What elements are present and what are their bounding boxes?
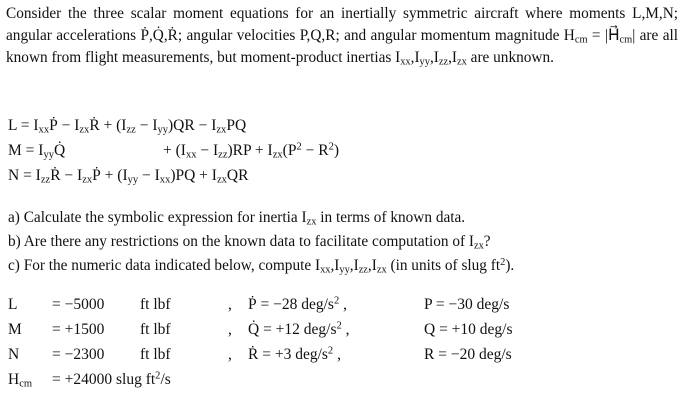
eq-text: − R (301, 142, 329, 159)
eq-text: L = I (8, 117, 39, 134)
row-symbol: N (8, 346, 20, 363)
row-comma: , (228, 296, 232, 313)
ixx-subscript: xx (400, 56, 411, 68)
q-text: (in units of slug ft (386, 257, 501, 274)
q-text: ,I (330, 257, 340, 274)
q-sub: xx (320, 264, 331, 276)
q-sub: yy (339, 264, 350, 276)
eq-text: QR (226, 167, 249, 184)
q-sub: zx (376, 264, 387, 276)
eq-text: Ṗ − I (49, 117, 80, 134)
eq-text: ) (333, 142, 339, 159)
eq-text: − I (196, 142, 219, 159)
row-unit: ft lbf (140, 346, 171, 363)
eq-text: )PQ + I (170, 167, 217, 184)
equation-N (8, 167, 248, 185)
row-comma: , (228, 346, 232, 363)
eq-text: PQ (226, 117, 247, 134)
acc-sup: 2 (327, 345, 334, 357)
acc-sup: 2 (336, 320, 342, 332)
question-c (8, 257, 514, 275)
hcm-vector-subscript: cm (619, 34, 633, 46)
eq-text: )QR − I (168, 117, 217, 134)
q-sub: zz (358, 264, 368, 276)
h-sup: 2 (155, 370, 161, 382)
row-velocity: R = −20 deg/s (424, 346, 512, 363)
intro-text-2: | are all known from flight measurements, but moment-product inertias I (6, 27, 678, 66)
eq-sup: 2 (328, 141, 334, 153)
row-velocity: Q = +10 deg/s (424, 321, 513, 338)
eq-text: Ṙ − I (50, 167, 83, 184)
iyy-subscript: yy (419, 56, 430, 68)
eq-sub: xx (159, 174, 171, 186)
acc-comma: , (341, 321, 350, 338)
row-value: = −2300 (52, 346, 105, 363)
eq-text: Q̇ (53, 142, 66, 159)
hcm-subscript: cm (574, 34, 588, 46)
eq-text: M = I (8, 142, 44, 159)
intro-eq: = |H⃗ (587, 27, 620, 44)
eq-text: − I (135, 117, 158, 134)
izx-subscript: zx (457, 56, 467, 68)
q-text: in terms of known data. (316, 209, 466, 226)
acc-comma: , (339, 296, 347, 313)
equation-M-rhs (163, 142, 339, 160)
intro-text-3: are unknown. (466, 49, 554, 66)
eq-text: Ṙ + (I (89, 117, 127, 134)
question-a (8, 209, 465, 227)
eq-text: N = I (8, 167, 41, 184)
intro-sep: ,I (410, 49, 420, 66)
eq-text: Ṗ + (I (92, 167, 128, 184)
h-sub: cm (19, 378, 33, 390)
eq-sub: zx (79, 124, 90, 136)
h-text: H (8, 371, 20, 388)
eq-sup: 2 (296, 141, 302, 153)
q-text: ? (483, 233, 491, 250)
row-symbol: M (8, 321, 22, 338)
equation-M (8, 142, 65, 160)
acc-text: Ṙ = +3 deg/s (248, 346, 328, 363)
eq-text: (P (282, 142, 297, 159)
q-text: ,I (367, 257, 377, 274)
q-text: a) Calculate the symbolic expression for inertia I (8, 209, 307, 226)
izz-subscript: zz (438, 56, 449, 68)
q-text: b) Are there any restrictions on the known data to facilitate computation of I (8, 233, 474, 250)
problem-intro (6, 3, 678, 69)
h-unit: /s (160, 371, 171, 388)
q-text: ,I (349, 257, 359, 274)
row-symbol: L (8, 296, 18, 313)
eq-sub: zx (216, 124, 227, 136)
acc-text: Q̇ = +12 deg/s (248, 321, 337, 338)
row-value: = −5000 (52, 296, 105, 313)
acc-text: Ṗ = −28 deg/s (248, 296, 334, 313)
row-unit: ft lbf (140, 321, 171, 338)
eq-sub: yy (127, 174, 139, 186)
eq-sub: xx (185, 149, 197, 161)
eq-sub: zx (272, 149, 283, 161)
row-acceleration (248, 321, 350, 339)
eq-sub: xx (38, 124, 50, 136)
eq-sub: zz (218, 149, 228, 161)
hcm-value (52, 371, 171, 389)
h-val-text: = +24000 slug ft (52, 371, 156, 388)
acc-comma: , (333, 346, 341, 363)
eq-sub: zx (216, 174, 227, 186)
eq-text: )RP + I (227, 142, 273, 159)
row-acceleration (248, 296, 347, 314)
hcm-symbol (8, 371, 32, 389)
eq-sub: zz (40, 174, 51, 186)
intro-sep: ,I (429, 49, 439, 66)
row-value: = +1500 (52, 321, 105, 338)
q-sub: zx (473, 240, 484, 252)
row-acceleration (248, 346, 341, 364)
eq-sub: zz (126, 124, 136, 136)
equation-L (8, 117, 246, 135)
question-b (8, 233, 491, 251)
row-unit: ft lbf (140, 296, 171, 313)
row-velocity: P = −30 deg/s (424, 296, 510, 313)
eq-text: − I (138, 167, 160, 184)
eq-sub: zx (82, 174, 93, 186)
eq-sub: yy (157, 124, 169, 136)
q-sub: zx (306, 216, 317, 228)
q-sup: 2 (500, 256, 506, 268)
intro-text-1: Consider the three scalar moment equations for an inertially symmetric aircraft where moments L,M,N; angular accelerations Ṗ,Q̇,Ṙ; angular velocities P,Q,R; and angular momentum magnitude H (6, 5, 678, 44)
q-text: c) For the numeric data indicated below, compute I (8, 257, 321, 274)
eq-sub: yy (43, 149, 54, 161)
acc-sup: 2 (333, 295, 340, 307)
eq-text: + (I (163, 142, 186, 159)
intro-sep: ,I (448, 49, 458, 66)
q-text: ). (505, 257, 515, 274)
row-comma: , (228, 321, 232, 338)
